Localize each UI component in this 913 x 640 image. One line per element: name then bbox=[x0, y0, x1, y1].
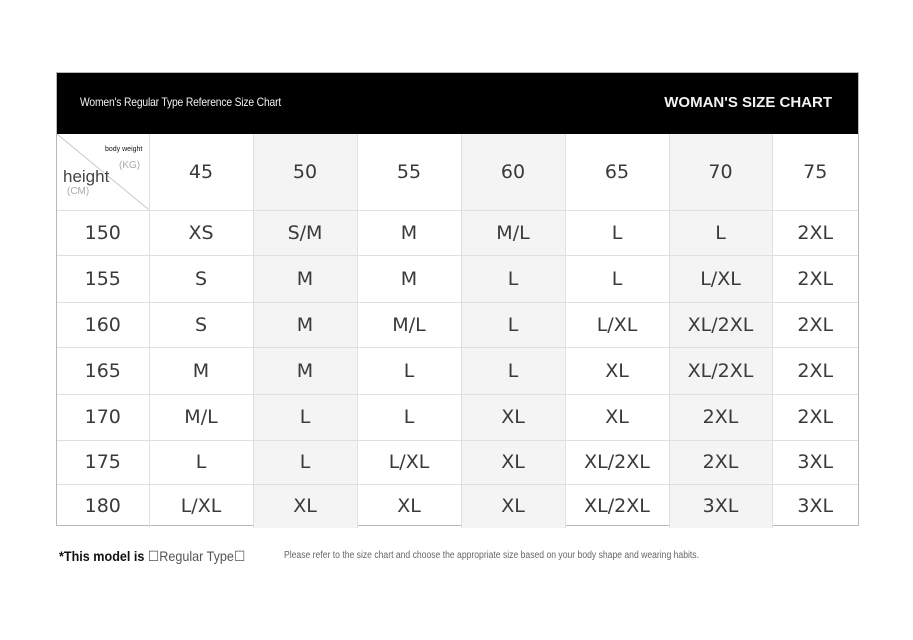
table-row bbox=[57, 210, 858, 255]
size-cell: L/XL bbox=[357, 440, 461, 484]
table-row bbox=[57, 440, 858, 484]
model-type-note bbox=[59, 548, 245, 565]
size-cell: 2XL bbox=[669, 440, 772, 484]
size-advice-note: Please refer to the size chart and choose the appropriate size based on your body shape and wearing habits. bbox=[284, 550, 699, 561]
size-cell: 2XL bbox=[772, 255, 858, 302]
size-cell: L bbox=[461, 255, 565, 302]
size-cell: XL/2XL bbox=[669, 347, 772, 394]
size-cell: L/XL bbox=[669, 255, 772, 302]
size-cell: L bbox=[565, 255, 669, 302]
height-cell: 150 bbox=[57, 210, 149, 255]
table-row bbox=[57, 347, 858, 394]
size-cell: M/L bbox=[149, 394, 253, 440]
size-cell: 2XL bbox=[772, 394, 858, 440]
weight-header-60: 60 bbox=[461, 134, 565, 210]
height-cell: 160 bbox=[57, 302, 149, 347]
size-cell: S bbox=[149, 302, 253, 347]
size-cell: L/XL bbox=[565, 302, 669, 347]
height-axis-unit: (CM) bbox=[67, 186, 90, 197]
weight-axis-unit: (KG) bbox=[119, 160, 141, 171]
size-cell: L bbox=[253, 394, 357, 440]
weight-header-50: 50 bbox=[253, 134, 357, 210]
size-cell: M bbox=[357, 255, 461, 302]
banner-subtitle: Women's Regular Type Reference Size Chart bbox=[80, 95, 282, 109]
size-cell: 2XL bbox=[772, 210, 858, 255]
weight-header-65: 65 bbox=[565, 134, 669, 210]
table-row bbox=[57, 255, 858, 302]
size-cell: XL/2XL bbox=[669, 302, 772, 347]
height-cell: 170 bbox=[57, 394, 149, 440]
weight-header-75: 75 bbox=[772, 134, 858, 210]
size-cell: L bbox=[149, 440, 253, 484]
model-note-prefix: *This model is bbox=[59, 548, 148, 564]
size-cell: M/L bbox=[461, 210, 565, 255]
size-cell: L bbox=[357, 347, 461, 394]
chart-banner bbox=[57, 73, 858, 134]
size-cell: L bbox=[669, 210, 772, 255]
size-cell: XL bbox=[565, 347, 669, 394]
model-type-label: ☐Regular Type☐ bbox=[147, 548, 246, 564]
size-cell: 3XL bbox=[669, 484, 772, 528]
size-cell: L bbox=[565, 210, 669, 255]
size-chart bbox=[56, 72, 859, 526]
size-cell: XL/2XL bbox=[565, 440, 669, 484]
size-cell: 3XL bbox=[772, 440, 858, 484]
height-cell: 165 bbox=[57, 347, 149, 394]
size-cell: L bbox=[253, 440, 357, 484]
height-cell: 175 bbox=[57, 440, 149, 484]
height-cell: 155 bbox=[57, 255, 149, 302]
size-cell: S bbox=[149, 255, 253, 302]
table-row bbox=[57, 302, 858, 347]
size-cell: XL bbox=[461, 484, 565, 528]
size-cell: L bbox=[357, 394, 461, 440]
size-cell: XL bbox=[253, 484, 357, 528]
size-cell: 2XL bbox=[772, 302, 858, 347]
size-cell: M bbox=[253, 302, 357, 347]
size-cell: XL bbox=[461, 394, 565, 440]
size-cell: XL bbox=[461, 440, 565, 484]
size-cell: XS bbox=[149, 210, 253, 255]
weight-header-55: 55 bbox=[357, 134, 461, 210]
weight-header-row bbox=[57, 134, 858, 210]
size-cell: XL/2XL bbox=[565, 484, 669, 528]
size-cell: M/L bbox=[357, 302, 461, 347]
size-cell: L bbox=[461, 347, 565, 394]
height-axis-label: height bbox=[63, 167, 110, 186]
size-cell: XL bbox=[565, 394, 669, 440]
size-cell: M bbox=[149, 347, 253, 394]
size-cell: L bbox=[461, 302, 565, 347]
banner-title: WOMAN'S SIZE CHART bbox=[664, 94, 832, 111]
size-cell: 2XL bbox=[669, 394, 772, 440]
weight-axis-label: body weight bbox=[105, 146, 143, 153]
weight-header-45: 45 bbox=[149, 134, 253, 210]
table-row bbox=[57, 484, 858, 528]
size-cell: S/M bbox=[253, 210, 357, 255]
size-cell: 2XL bbox=[772, 347, 858, 394]
size-table bbox=[57, 134, 858, 528]
size-cell: XL bbox=[357, 484, 461, 528]
height-cell: 180 bbox=[57, 484, 149, 528]
size-cell: L/XL bbox=[149, 484, 253, 528]
size-cell: M bbox=[357, 210, 461, 255]
corner-cell bbox=[57, 134, 149, 210]
weight-header-70: 70 bbox=[669, 134, 772, 210]
size-cell: M bbox=[253, 347, 357, 394]
table-row bbox=[57, 394, 858, 440]
size-cell: M bbox=[253, 255, 357, 302]
size-cell: 3XL bbox=[772, 484, 858, 528]
